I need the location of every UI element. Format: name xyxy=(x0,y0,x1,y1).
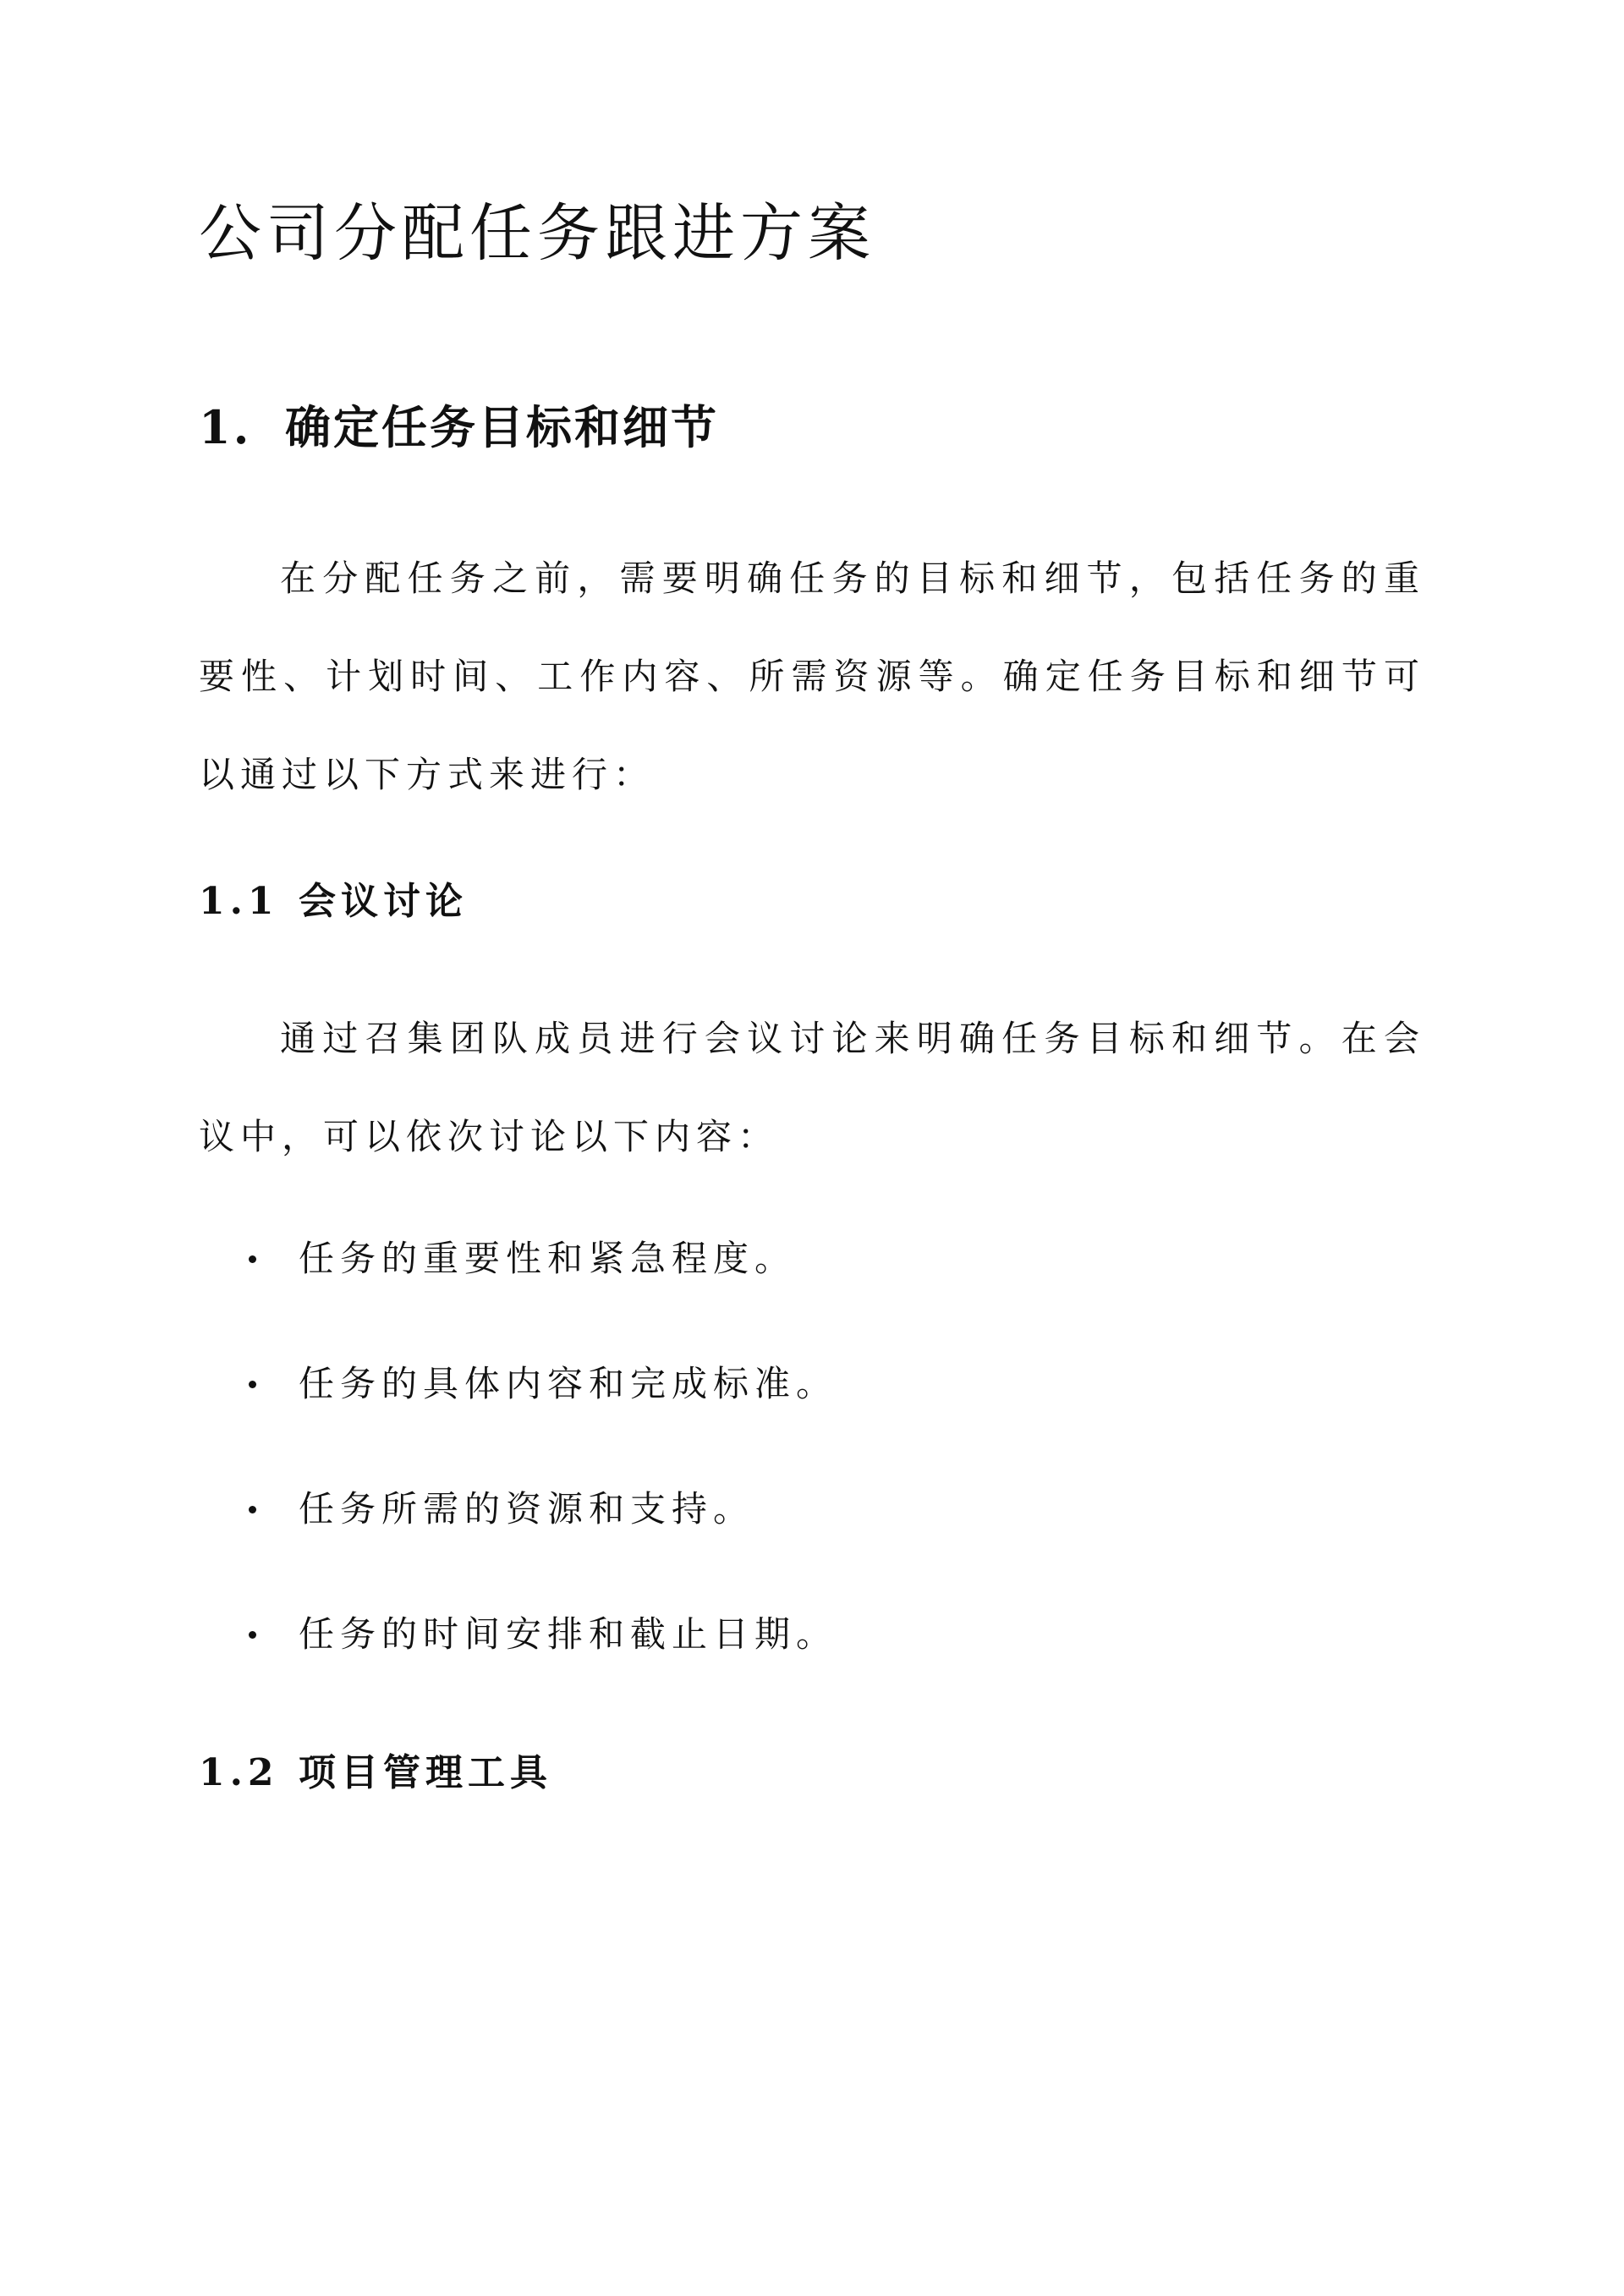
subsection-number: 1.1 xyxy=(199,880,279,923)
section-1-paragraph: 在分配任务之前，需要明确任务的目标和细节，包括任务的重要性、计划时间、工作内容、所需资源等。确定任务目标和细节可以通过以下方式来进行： xyxy=(199,558,1425,795)
subsection-1-1-paragraph: 通过召集团队成员进行会议讨论来明确任务目标和细节。在会议中，可以依次讨论以下内容： xyxy=(199,1018,1425,1157)
subsection-title: 会议讨论 xyxy=(299,880,468,923)
bullet-icon xyxy=(249,1381,256,1388)
list-item-text: 任务的重要性和紧急程度。 xyxy=(299,1238,797,1279)
subsection-heading-1-1 xyxy=(199,876,468,927)
section-title: 确定任务目标和细节 xyxy=(285,400,719,454)
subsection-title: 项目管理工具 xyxy=(299,1751,552,1794)
page-title: 公司分配任务跟进方案 xyxy=(199,197,875,270)
section-heading-1 xyxy=(199,398,719,457)
bullet-icon xyxy=(249,1255,256,1263)
subsection-number: 1.2 xyxy=(199,1751,279,1794)
subsection-heading-1-2 xyxy=(199,1748,552,1799)
list-item-text: 任务的时间安排和截止日期。 xyxy=(299,1613,838,1655)
list-item-text: 任务所需的资源和支持。 xyxy=(299,1488,755,1530)
section-number: 1. xyxy=(199,400,252,454)
bullet-icon xyxy=(249,1506,256,1513)
bullet-icon xyxy=(249,1631,256,1639)
list-item-text: 任务的具体内容和完成标准。 xyxy=(299,1363,838,1404)
